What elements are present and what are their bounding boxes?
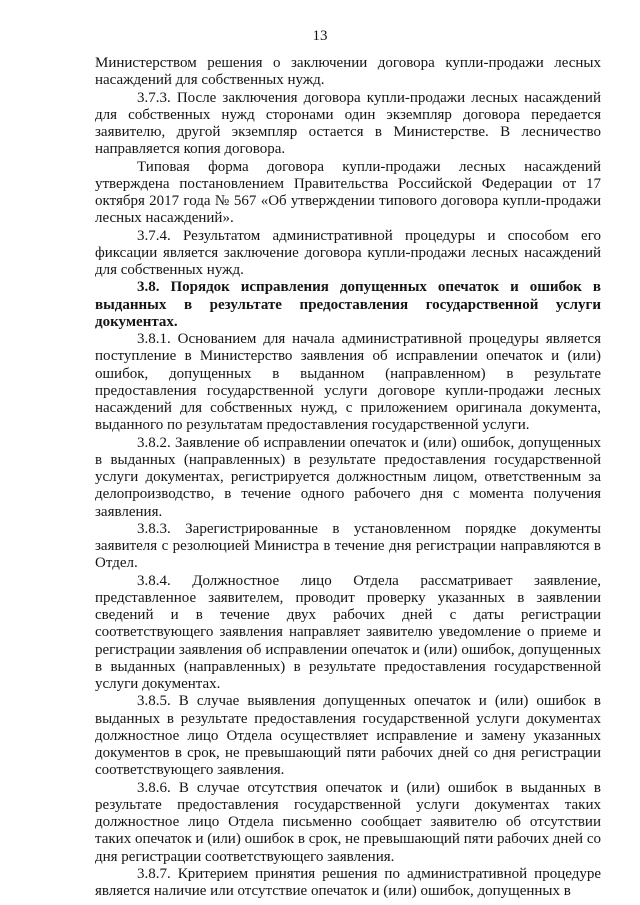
paragraph-3-8-6: 3.8.6. В случае отсутствия опечаток и (или) ошибок в выданных в результате предоставления государственной услуги документах таких должностное лицо Отдела письменно сообщает заявителю об отсутствии таких опечаток и (или) ошибок в срок, не превышающий пяти рабочих дней со дня регистрации соответствующего заявления. [95, 779, 601, 865]
paragraph-continuation: Министерством решения о заключении договора купли-продажи лесных насаждений для собственных нужд. [95, 55, 601, 89]
page-number: 13 [312, 28, 328, 44]
paragraph-standard-form: Типовая форма договора купли-продажи лесных насаждений утверждена постановлением Правительства Российской Федерации от 17 октября 2017 года № 567 «Об утверждении типового договора купли-продажи лесных насаждений». [95, 158, 601, 227]
paragraph-3-7-4: 3.7.4. Результатом административной процедуры и способом его фиксации является заключение договора купли-продажи лесных насаждений для собственных нужд. [95, 227, 601, 278]
paragraph-3-8-2: 3.8.2. Заявление об исправлении опечаток и (или) ошибок, допущенных в выданных (направленных) в результате предоставления государственной услуги документах, регистрируется должностным лицом, ответственным за делопроизводство, в течение одного рабочего дня с момента получения заявления. [95, 434, 601, 520]
section-heading-3-8: 3.8. Порядок исправления допущенных опечаток и ошибок в выданных в результате предоставления государственной услуги документах. [95, 279, 601, 330]
paragraph-3-8-3: 3.8.3. Зарегистрированные в установленном порядке документы заявителя с резолюцией Министра в течение дня регистрации направляются в Отдел. [95, 520, 601, 572]
paragraph-3-8-5: 3.8.5. В случае выявления допущенных опечаток и (или) ошибок в выданных в результате предоставления государственной услуги документах должностное лицо Отдела осуществляет исправление и замену указанных документов в срок, не превышающий пяти рабочих дней со дня регистрации соответствующего заявления. [95, 693, 601, 779]
paragraph-3-8-7: 3.8.7. Критерием принятия решения по административной процедуре является наличие или отсутствие опечаток и (или) ошибок, допущенных в [95, 865, 601, 899]
paragraph-3-8-1: 3.8.1. Основанием для начала административной процедуры является поступление в Министерство заявления об исправлении опечаток и (или) ошибок, допущенных в выданном (направленном) в результате предоставления государственной услуги договоре купли-продажи лесных насаждений для собственных нужд, с приложением оригинала документа, выданного по результатам предоставления государственной услуги. [95, 331, 601, 434]
paragraph-3-7-3: 3.7.3. После заключения договора купли-продажи лесных насаждений для собственных нужд сторонами один экземпляр договора передается заявителю, другой экземпляр остается в Министерстве. В лесничество направляется копия договора. [95, 89, 601, 158]
document-body [95, 55, 601, 900]
paragraph-3-8-4: 3.8.4. Должностное лицо Отдела рассматривает заявление, представленное заявителем, проводит проверку указанных в заявлении сведений и в течение двух рабочих дней с даты регистрации соответствующего заявления направляет заявителю уведомление о приеме и регистрации заявления об исправлении опечаток и (или) ошибок, допущенных в выданных (направленных) в результате предоставления государственной услуги документах. [95, 572, 601, 692]
